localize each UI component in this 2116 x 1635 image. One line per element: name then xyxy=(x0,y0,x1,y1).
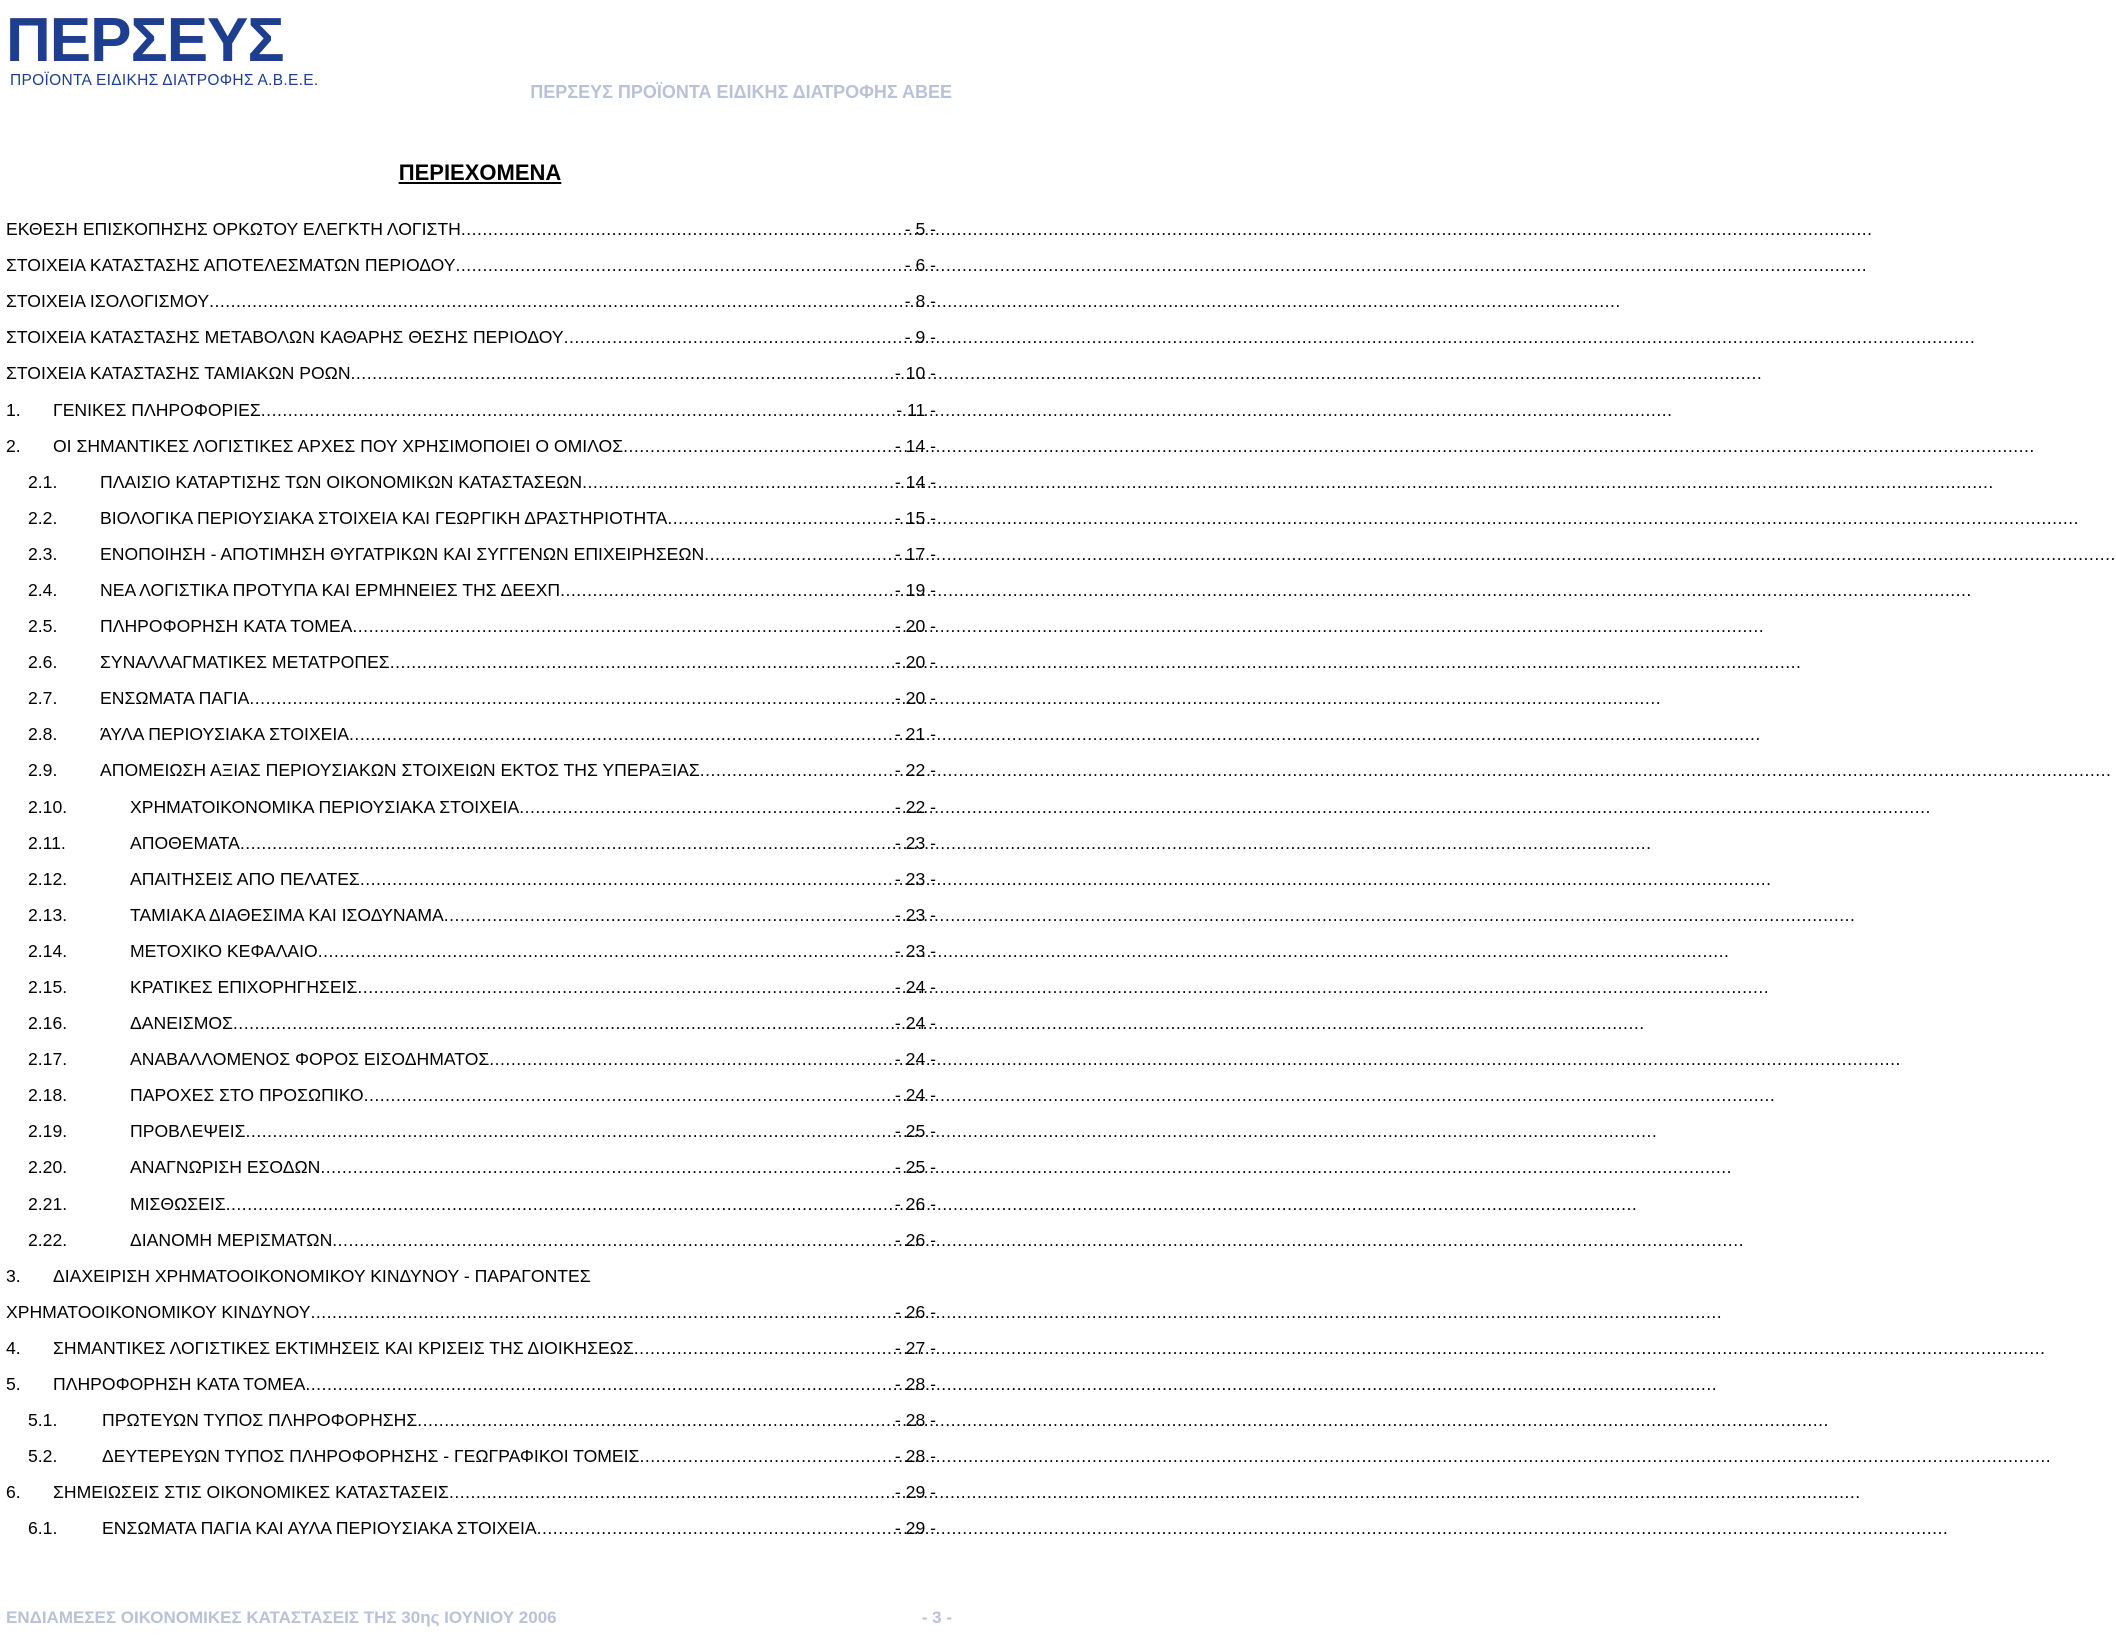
toc-dot-leader xyxy=(461,219,903,239)
toc-dot-leader xyxy=(704,544,893,564)
toc-entry-number: 2.12. xyxy=(28,868,68,889)
toc-entry-number: 3. xyxy=(6,1265,21,1286)
toc-entry-number: 2.9. xyxy=(28,760,58,781)
toc-dot-leader xyxy=(489,1049,893,1069)
toc-entry-title: ΔΙΑΧΕΙΡΙΣΗ ΧΡΗΜΑΤΟΟΙΚΟΝΟΜΙΚΟΥ ΚΙΝΔΥΝΟΥ - ΠΑΡΑΓΟΝΤΕΣ xyxy=(53,1265,591,1286)
toc-entry[interactable] xyxy=(6,933,936,969)
toc-entry-page: - 24 - xyxy=(894,1049,936,1070)
toc-entry[interactable] xyxy=(6,716,936,752)
toc-entry-title: ΠΛΑΙΣΙΟ ΚΑΤΑΡΤΙΣΗΣ ΤΩΝ ΟΙΚΟΝΟΜΙΚΩΝ ΚΑΤΑΣΤΑΣΕΩΝ xyxy=(100,471,583,492)
toc-entry[interactable] xyxy=(6,572,936,608)
toc-dot-leader xyxy=(667,508,893,528)
toc-entry[interactable] xyxy=(6,1294,936,1330)
toc-entry-number: 2.6. xyxy=(28,652,58,673)
toc-dot-leader xyxy=(226,1194,893,1214)
toc-dot-leader xyxy=(634,1338,893,1358)
toc-entry-number: 5. xyxy=(6,1374,21,1395)
toc-entry-title: ΣΗΜΕΙΩΣΕΙΣ ΣΤΙΣ ΟΙΚΟΝΟΜΙΚΕΣ ΚΑΤΑΣΤΑΣΕΙΣ xyxy=(53,1482,449,1503)
toc-entry-title: ΑΠΟΜΕΙΩΣΗ ΑΞΙΑΣ ΠΕΡΙΟΥΣΙΑΚΩΝ ΣΤΟΙΧΕΙΩΝ ΕΚΤΟΣ ΤΗΣ ΥΠΕΡΑΞΙΑΣ xyxy=(100,760,700,781)
toc-entry-title: ΜΙΣΘΩΣΕΙΣ xyxy=(130,1193,226,1214)
toc-entry[interactable] xyxy=(6,391,936,427)
toc-title: ΠΕΡΙΕΧΟΜΕΝΑ xyxy=(398,160,562,185)
toc-entry-page: - 9 - xyxy=(904,327,936,348)
toc-entry-page: - 21 - xyxy=(894,724,936,745)
toc-entry-title: ΕΚΘΕΣΗ ΕΠΙΣΚΟΠΗΣΗΣ ΟΡΚΩΤΟΥ ΕΛΕΓΚΤΗ ΛΟΓΙΣΤΗ xyxy=(6,219,461,240)
toc-entry-title: ΑΠΟΘΕΜΑΤΑ xyxy=(130,832,240,853)
toc-entry-number: 2.13. xyxy=(28,904,68,925)
toc-entry-title: ΜΕΤΟΧΙΚΟ ΚΕΦΑΛΑΙΟ xyxy=(130,940,318,961)
toc-dot-leader xyxy=(560,580,893,600)
toc-entry-number: 2.3. xyxy=(28,543,58,564)
toc-entry[interactable] xyxy=(6,608,936,644)
toc-entry-title: ΆΥΛΑ ΠΕΡΙΟΥΣΙΑΚΑ ΣΤΟΙΧΕΙΑ xyxy=(100,724,350,745)
toc-entry-number: 2.21. xyxy=(28,1193,68,1214)
toc-entry-page: - 23 - xyxy=(894,940,936,961)
toc-dot-leader xyxy=(700,760,893,780)
toc-entry-title: ΒΙΟΛΟΓΙΚΑ ΠΕΡΙΟΥΣΙΑΚΑ ΣΤΟΙΧΕΙΑ ΚΑΙ ΓΕΩΡΓΙΚΗ ΔΡΑΣΤΗΡΙΟΤΗΤΑ xyxy=(100,507,668,528)
toc-entry-title: ΠΡΩΤΕΥΩΝ ΤΥΠΟΣ ΠΛΗΡΟΦΟΡΗΣΗΣ xyxy=(102,1410,418,1431)
toc-entry-page: - 20 - xyxy=(894,688,936,709)
company-logo xyxy=(6,6,319,96)
logo-tagline: ΠΡΟΪΟΝΤΑ ΕΙΔΙΚΗΣ ΔΙΑΤΡΟΦΗΣ Α.Β.Ε.Ε. xyxy=(10,72,319,89)
toc-entry-title: ΑΠΑΙΤΗΣΕΙΣ ΑΠΟ ΠΕΛΑΤΕΣ xyxy=(130,868,360,889)
toc-dot-leader xyxy=(639,1446,892,1466)
toc-entry-page: - 19 - xyxy=(894,579,936,600)
toc-entry-page: - 29 - xyxy=(894,1482,936,1503)
toc-entry-number: 2.1. xyxy=(28,471,58,492)
toc-entry-page: - 11 - xyxy=(896,399,936,420)
toc-dot-leader xyxy=(332,1230,893,1250)
toc-dot-leader xyxy=(318,941,893,961)
toc-entry[interactable] xyxy=(6,1510,936,1546)
toc-entry-number: 2.10. xyxy=(28,796,68,817)
toc-entry-title: ΚΡΑΤΙΚΕΣ ΕΠΙΧΟΡΗΓΗΣΕΙΣ xyxy=(130,977,358,998)
toc-entry-page: - 24 - xyxy=(894,977,936,998)
toc-entry-page: - 20 - xyxy=(894,652,936,673)
toc-entry-number: 5.1. xyxy=(28,1410,58,1431)
toc-dot-leader xyxy=(537,1518,893,1538)
toc-entry-page: - 14 - xyxy=(894,471,936,492)
toc-dot-leader xyxy=(352,616,893,636)
toc-dot-leader xyxy=(564,327,903,347)
toc-entry-title: ΝΕΑ ΛΟΓΙΣΤΙΚΑ ΠΡΟΤΥΠΑ ΚΑΙ ΕΡΜΗΝΕΙΕΣ ΤΗΣ ΔΕΕΧΠ xyxy=(100,579,561,600)
toc-entry-title: ΣΥΝΑΛΛΑΓΜΑΤΙΚΕΣ ΜΕΤΑΤΡΟΠΕΣ xyxy=(100,652,390,673)
toc-entry-title: ΣΤΟΙΧΕΙΑ ΚΑΤΑΣΤΑΣΗΣ ΤΑΜΙΑΚΩΝ ΡΟΩΝ xyxy=(6,363,351,384)
toc-entry[interactable] xyxy=(6,1258,936,1294)
toc-dot-leader xyxy=(444,905,893,925)
toc-entry[interactable] xyxy=(6,644,936,680)
toc-dot-leader xyxy=(240,833,893,853)
toc-entry-title: ΣΤΟΙΧΕΙΑ ΚΑΤΑΣΤΑΣΗΣ ΑΠΟΤΕΛΕΣΜΑΤΩΝ ΠΕΡΙΟΔΟΥ xyxy=(6,255,456,276)
toc-entry-page: - 25 - xyxy=(894,1157,936,1178)
toc-entry[interactable] xyxy=(6,1366,936,1402)
toc-dot-leader xyxy=(582,472,893,492)
toc-entry-page: - 24 - xyxy=(894,1013,936,1034)
toc-dot-leader xyxy=(357,977,893,997)
toc-entry[interactable] xyxy=(6,464,936,500)
toc-dot-leader xyxy=(449,1482,893,1502)
toc-entry-number: 2.17. xyxy=(28,1049,68,1070)
toc-entry-title: ΣΗΜΑΝΤΙΚΕΣ ΛΟΓΙΣΤΙΚΕΣ ΕΚΤΙΜΗΣΕΙΣ ΚΑΙ ΚΡΙΣΕΙΣ ΤΗΣ ΔΙΟΙΚΗΣΕΩΣ xyxy=(53,1337,634,1358)
toc-entry-title: ΑΝΑΒΑΛΛΟΜΕΝΟΣ ΦΟΡΟΣ ΕΙΣΟΔΗΜΑΤΟΣ xyxy=(130,1049,490,1070)
toc-entry[interactable] xyxy=(6,428,936,464)
toc-entry[interactable] xyxy=(6,1077,936,1113)
toc-entry-title: ΓΕΝΙΚΕΣ ΠΛΗΡΟΦΟΡΙΕΣ xyxy=(53,399,261,420)
toc-entry[interactable] xyxy=(6,861,936,897)
toc-entry[interactable] xyxy=(6,1438,936,1474)
toc-entry-number: 2. xyxy=(6,435,21,456)
toc-entry-page: - 29 - xyxy=(894,1518,936,1539)
toc-dot-leader xyxy=(417,1410,893,1430)
toc-entry[interactable] xyxy=(6,1041,936,1077)
toc-dot-leader xyxy=(349,724,893,744)
toc-entry[interactable] xyxy=(6,355,936,391)
toc-entry-number: 2.15. xyxy=(28,977,68,998)
toc-entry-title: ΧΡΗΜΑΤΟΟΙΚΟΝΟΜΙΚΟΥ ΚΙΝΔΥΝΟΥ xyxy=(6,1301,311,1322)
toc-entry-title: ΣΤΟΙΧΕΙΑ ΚΑΤΑΣΤΑΣΗΣ ΜΕΤΑΒΟΛΩΝ ΚΑΘΑΡΗΣ ΘΕΣΗΣ ΠΕΡΙΟΔΟΥ xyxy=(6,327,564,348)
toc-entry-page: - 20 - xyxy=(894,616,936,637)
toc-entry-title: ΣΤΟΙΧΕΙΑ ΙΣΟΛΟΓΙΣΜΟΥ xyxy=(6,291,210,312)
toc-dot-leader xyxy=(233,1013,893,1033)
toc-entry-title: ΕΝΣΩΜΑΤΑ ΠΑΓΙΑ xyxy=(100,688,250,709)
toc-entry[interactable] xyxy=(6,500,936,536)
toc-dot-leader xyxy=(519,797,893,817)
toc-entry[interactable] xyxy=(6,1113,936,1149)
footer-document-title: ΕΝΔΙΑΜΕΣΕΣ ΟΙΚΟΝΟΜΙΚΕΣ ΚΑΤΑΣΤΑΣΕΙΣ ΤΗΣ 30ης ΙΟΥΝΙΟΥ 2006 xyxy=(6,1608,557,1627)
toc-entry-title: ΔΙΑΝΟΜΗ ΜΕΡΙΣΜΑΤΩΝ xyxy=(130,1229,333,1250)
toc-entry[interactable] xyxy=(6,1149,936,1185)
toc-entry[interactable] xyxy=(6,825,936,861)
toc-dot-leader xyxy=(390,652,893,672)
toc-entry-number: 5.2. xyxy=(28,1446,58,1467)
toc-dot-leader xyxy=(623,436,893,456)
toc-entry[interactable] xyxy=(6,1222,936,1258)
toc-dot-leader xyxy=(261,400,894,420)
toc-entry-number: 1. xyxy=(6,399,21,420)
toc-entry-page: - 10 - xyxy=(894,363,936,384)
toc-entry-page: - 28 - xyxy=(894,1410,936,1431)
toc-entry[interactable] xyxy=(6,969,936,1005)
toc-entry-number: 2.8. xyxy=(28,724,58,745)
toc-entry-title: ΔΕΥΤΕΡΕΥΩΝ ΤΥΠΟΣ ΠΛΗΡΟΦΟΡΗΣΗΣ - ΓΕΩΓΡΑΦΙΚΟΙ ΤΟΜΕΙΣ xyxy=(102,1446,640,1467)
toc-entry[interactable] xyxy=(6,1330,936,1366)
toc-entry-page: - 14 - xyxy=(894,435,936,456)
toc-entry-number: 2.20. xyxy=(28,1157,68,1178)
toc-dot-leader xyxy=(351,363,893,383)
header-company-name: ΠΕΡΣΕΥΣ ΠΡΟΪΟΝΤΑ ΕΙΔΙΚΗΣ ΔΙΑΤΡΟΦΗΣ ΑΒΕΕ xyxy=(530,82,952,102)
toc-entry-number: 6. xyxy=(6,1482,21,1503)
toc-entry-page: - 26 - xyxy=(894,1301,936,1322)
toc-entry-page: - 28 - xyxy=(894,1374,936,1395)
toc-entry[interactable] xyxy=(6,319,936,355)
toc-entry-title: ΠΑΡΟΧΕΣ ΣΤΟ ΠΡΟΣΩΠΙΚΟ xyxy=(130,1085,364,1106)
toc-entry-number: 2.4. xyxy=(28,579,58,600)
toc-entry-number: 2.7. xyxy=(28,688,58,709)
toc-entry-title: ΑΝΑΓΝΩΡΙΣΗ ΕΣΟΔΩΝ xyxy=(130,1157,321,1178)
toc-entry[interactable] xyxy=(6,897,936,933)
toc-entry[interactable] xyxy=(6,680,936,716)
toc-entry[interactable] xyxy=(6,283,936,319)
toc-entry-page: - 23 - xyxy=(894,868,936,889)
toc-dot-leader xyxy=(249,688,893,708)
toc-entry-title: ΟΙ ΣΗΜΑΝΤΙΚΕΣ ΛΟΓΙΣΤΙΚΕΣ ΑΡΧΕΣ ΠΟΥ ΧΡΗΣΙΜΟΠΟΙΕΙ Ο ΟΜΙΛΟΣ xyxy=(53,435,624,456)
toc-entry-number: 2.22. xyxy=(28,1229,68,1250)
toc-entry-page: - 28 - xyxy=(894,1446,936,1467)
toc-dot-leader xyxy=(209,291,903,311)
footer-page-number: - 3 - xyxy=(921,1608,952,1627)
toc-entry-number: 2.11. xyxy=(28,832,66,853)
toc-dot-leader xyxy=(456,255,903,275)
toc-entry-page: - 6 - xyxy=(904,255,936,276)
toc-dot-leader xyxy=(310,1302,892,1322)
toc-entry-number: 2.16. xyxy=(28,1013,68,1034)
page-header xyxy=(0,0,960,100)
toc-entry[interactable] xyxy=(6,1474,936,1510)
toc-entry-page: - 27 - xyxy=(894,1337,936,1358)
toc-entry-title: ΕΝΟΠΟΙΗΣΗ - ΑΠΟΤΙΜΗΣΗ ΘΥΓΑΤΡΙΚΩΝ ΚΑΙ ΣΥΓΓΕΝΩΝ ΕΠΙΧΕΙΡΗΣΕΩΝ xyxy=(100,543,705,564)
toc-entry-page: - 26 - xyxy=(894,1193,936,1214)
toc-entry-page: - 15 - xyxy=(894,507,936,528)
toc-dot-leader xyxy=(246,1121,893,1141)
toc-entry-page: - 24 - xyxy=(894,1085,936,1106)
toc-entry-number: 2.14. xyxy=(28,940,68,961)
toc-dot-leader xyxy=(364,1085,893,1105)
toc-entry-title: ΔΑΝΕΙΣΜΟΣ xyxy=(130,1013,233,1034)
toc-entry-page: - 22 - xyxy=(894,760,936,781)
toc-entry-page: - 5 - xyxy=(904,219,936,240)
table-of-contents xyxy=(6,211,936,1546)
toc-entry-page: - 8 - xyxy=(904,291,936,312)
toc-dot-leader xyxy=(360,869,893,889)
toc-entry-title: ΧΡΗΜΑΤΟΙΚΟΝΟΜΙΚΑ ΠΕΡΙΟΥΣΙΑΚΑ ΣΤΟΙΧΕΙΑ xyxy=(130,796,520,817)
toc-entry-number: 2.5. xyxy=(28,616,58,637)
toc-entry-page: - 23 - xyxy=(894,904,936,925)
toc-entry-title: ΠΡΟΒΛΕΨΕΙΣ xyxy=(130,1121,246,1142)
toc-entry-page: - 22 - xyxy=(894,796,936,817)
toc-dot-leader xyxy=(320,1157,893,1177)
toc-entry[interactable] xyxy=(6,789,936,825)
toc-entry[interactable] xyxy=(6,1402,936,1438)
toc-entry-page: - 23 - xyxy=(894,832,936,853)
toc-entry-number: 6.1. xyxy=(28,1518,58,1539)
toc-entry-number: 4. xyxy=(6,1337,21,1358)
page-footer xyxy=(0,1600,960,1635)
toc-entry-title: ΤΑΜΙΑΚΑ ΔΙΑΘΕΣΙΜΑ ΚΑΙ ΙΣΟΔΥΝΑΜΑ xyxy=(130,904,444,925)
toc-entry-title: ΠΛΗΡΟΦΟΡΗΣΗ ΚΑΤΑ ΤΟΜΕΑ xyxy=(53,1374,306,1395)
toc-entry-number: 2.19. xyxy=(28,1121,68,1142)
toc-entry[interactable] xyxy=(6,752,936,788)
toc-entry-page: - 17 - xyxy=(894,543,936,564)
toc-entry[interactable] xyxy=(6,211,936,247)
logo-wordmark: ΠΕΡΣΕΥΣ xyxy=(6,6,284,75)
toc-entry-page: - 26 - xyxy=(894,1229,936,1250)
toc-entry[interactable] xyxy=(6,536,936,572)
toc-entry-title: ΕΝΣΩΜΑΤΑ ΠΑΓΙΑ ΚΑΙ ΑΥΛΑ ΠΕΡΙΟΥΣΙΑΚΑ ΣΤΟΙΧΕΙΑ xyxy=(102,1518,537,1539)
toc-entry-page: - 25 - xyxy=(894,1121,936,1142)
toc-entry-number: 2.2. xyxy=(28,507,58,528)
toc-entry-number: 2.18. xyxy=(28,1085,68,1106)
toc-entry[interactable] xyxy=(6,1186,936,1222)
toc-entry-title: ΠΛΗΡΟΦΟΡΗΣΗ ΚΑΤΑ ΤΟΜΕΑ xyxy=(100,616,353,637)
toc-dot-leader xyxy=(305,1374,893,1394)
toc-entry[interactable] xyxy=(6,247,936,283)
toc-entry[interactable] xyxy=(6,1005,936,1041)
